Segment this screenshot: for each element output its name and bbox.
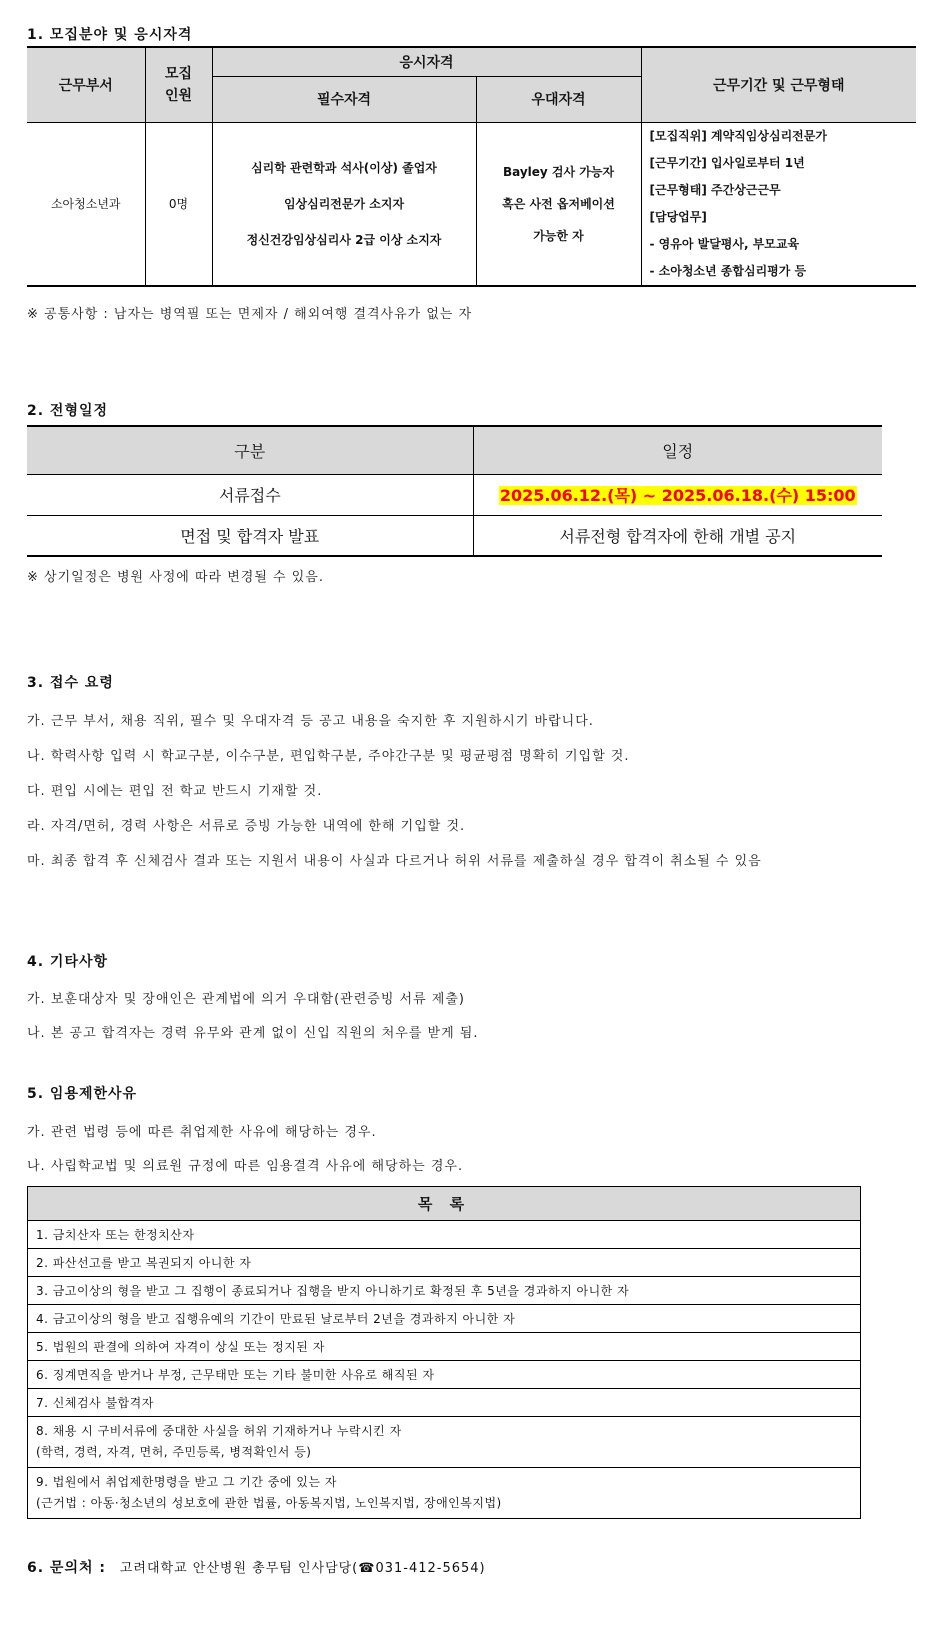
header-count: 모집 인원	[145, 47, 212, 122]
header-schedule: 일정	[473, 426, 882, 474]
list-item: 6. 징계면직을 받거나 부정, 근무태만 또는 기타 불미한 사유로 해직된 자	[28, 1361, 861, 1389]
count-cell: 0명	[145, 122, 212, 286]
section4-item: 가. 보훈대상자 및 장애인은 관계법에 의거 우대함(관련증빙 서류 제출)	[27, 992, 465, 1007]
list-item: 7. 신체검사 불합격자	[28, 1389, 861, 1417]
section5-item: 가. 관련 법령 등에 따른 취업제한 사유에 해당하는 경우.	[27, 1125, 377, 1140]
header-category: 구분	[27, 426, 473, 474]
list-item-line: 9. 법원에서 취업제한명령을 받고 그 기간 중에 있는 자	[36, 1475, 337, 1489]
recruitment-table	[27, 46, 916, 287]
section2-note: ※ 상기일정은 병원 사정에 따라 변경될 수 있음.	[27, 570, 324, 585]
section1-title: 1. 모집분야 및 응시자격	[27, 27, 193, 43]
required-item: 임상심리전문가 소지자	[283, 196, 405, 211]
section6-title: 6. 문의처 :	[27, 1560, 106, 1576]
required-item: 정신건강임상심리사 2급 이상 소지자	[246, 232, 442, 247]
schedule-category: 면접 및 합격자 발표	[27, 515, 473, 556]
condition-item: [모집직위] 계약직임상심리전문가	[649, 128, 827, 143]
schedule-category: 서류접수	[27, 474, 473, 515]
section3-title: 3. 접수 요령	[27, 675, 114, 691]
schedule-value: 서류전형 합격자에 한해 개별 공지	[473, 515, 882, 556]
condition-item: [근무기간] 입사일로부터 1년	[649, 155, 805, 170]
list-item: 3. 금고이상의 형을 받고 그 집행이 종료되거나 집행을 받지 아니하기로 확정된 후 5년을 경과하지 아니한 자	[28, 1277, 861, 1305]
header-period: 근무기간 및 근무형태	[641, 47, 916, 122]
disqualification-list	[27, 1186, 861, 1519]
section3-item: 마. 최종 합격 후 신체검사 결과 또는 지원서 내용이 사실과 다르거나 허위 서류를 제출하실 경우 합격이 취소될 수 있음	[27, 854, 762, 869]
list-item: 5. 법원의 판결에 의하여 자격이 상실 또는 정지된 자	[28, 1333, 861, 1361]
highlighted-date: 2025.06.12.(목) ~ 2025.06.18.(수) 15:00	[499, 486, 856, 505]
required-cell	[212, 122, 476, 286]
header-qualification: 응시자격	[212, 47, 641, 76]
section3-item: 라. 자격/면허, 경력 사항은 서류로 증빙 가능한 내역에 한해 기입할 것.	[27, 819, 466, 834]
list-item-line: (근거법 : 아동·청소년의 성보호에 관한 법률, 아동복지법, 노인복지법, 장애인복지법)	[36, 1496, 502, 1510]
preferred-item: Bayley 검사 가능자	[502, 164, 615, 179]
header-preferred: 우대자격	[476, 76, 641, 122]
section1-note: ※ 공통사항 : 남자는 병역필 또는 면제자 / 해외여행 결격사유가 없는 자	[27, 307, 473, 322]
contact-info: 고려대학교 안산병원 총무팀 인사담당(☎031-412-5654)	[119, 1561, 486, 1576]
schedule-table	[27, 425, 882, 557]
section5-title: 5. 임용제한사유	[27, 1086, 138, 1102]
section5-item: 나. 사립학교법 및 의료원 규정에 따른 임용결격 사유에 해당하는 경우.	[27, 1159, 464, 1174]
preferred-item: 가능한 자	[533, 228, 584, 243]
list-item: 1. 금치산자 또는 한정치산자	[28, 1221, 861, 1249]
list-item: 4. 금고이상의 형을 받고 집행유예의 기간이 만료된 날로부터 2년을 경과하지 아니한 자	[28, 1305, 861, 1333]
list-item: 2. 파산선고를 받고 복권되지 아니한 자	[28, 1249, 861, 1277]
condition-item: [담당업무]	[649, 209, 707, 224]
list-header: 목 록	[28, 1187, 861, 1221]
condition-item: [근무형태] 주간상근근무	[649, 182, 781, 197]
section3-item: 다. 편입 시에는 편입 전 학교 반드시 기재할 것.	[27, 784, 323, 799]
preferred-cell	[476, 122, 641, 286]
condition-item: - 소아청소년 종합심리평가 등	[649, 263, 807, 278]
header-dept: 근무부서	[27, 47, 145, 122]
schedule-value	[473, 474, 882, 515]
section2-title: 2. 전형일정	[27, 403, 109, 419]
section3-item: 나. 학력사항 입력 시 학교구분, 이수구분, 편입학구분, 주야간구분 및 평균평점 명확히 기입할 것.	[27, 749, 630, 764]
section3-item: 가. 근무 부서, 채용 직위, 필수 및 우대자격 등 공고 내용을 숙지한 후 지원하시기 바랍니다.	[27, 714, 594, 729]
conditions-cell	[641, 122, 916, 286]
list-item	[28, 1468, 861, 1519]
list-item-line: 8. 채용 시 구비서류에 중대한 사실을 허위 기재하거나 누락시킨 자	[36, 1424, 402, 1438]
condition-item: - 영유아 발달평사, 부모교육	[649, 236, 800, 251]
list-item	[28, 1417, 861, 1468]
header-required: 필수자격	[212, 76, 476, 122]
section4-item: 나. 본 공고 합격자는 경력 유무와 관계 없이 신입 직원의 처우를 받게 됨.	[27, 1026, 479, 1041]
list-item-line: (학력, 경력, 자격, 면허, 주민등록, 병적확인서 등)	[36, 1445, 312, 1459]
section4-title: 4. 기타사항	[27, 954, 109, 970]
required-item: 심리학 관련학과 석사(이상) 졸업자	[251, 160, 437, 175]
dept-cell: 소아청소년과	[27, 122, 145, 286]
contact-row	[27, 1557, 486, 1577]
preferred-item: 혹은 사전 옵저베이션	[502, 196, 615, 211]
